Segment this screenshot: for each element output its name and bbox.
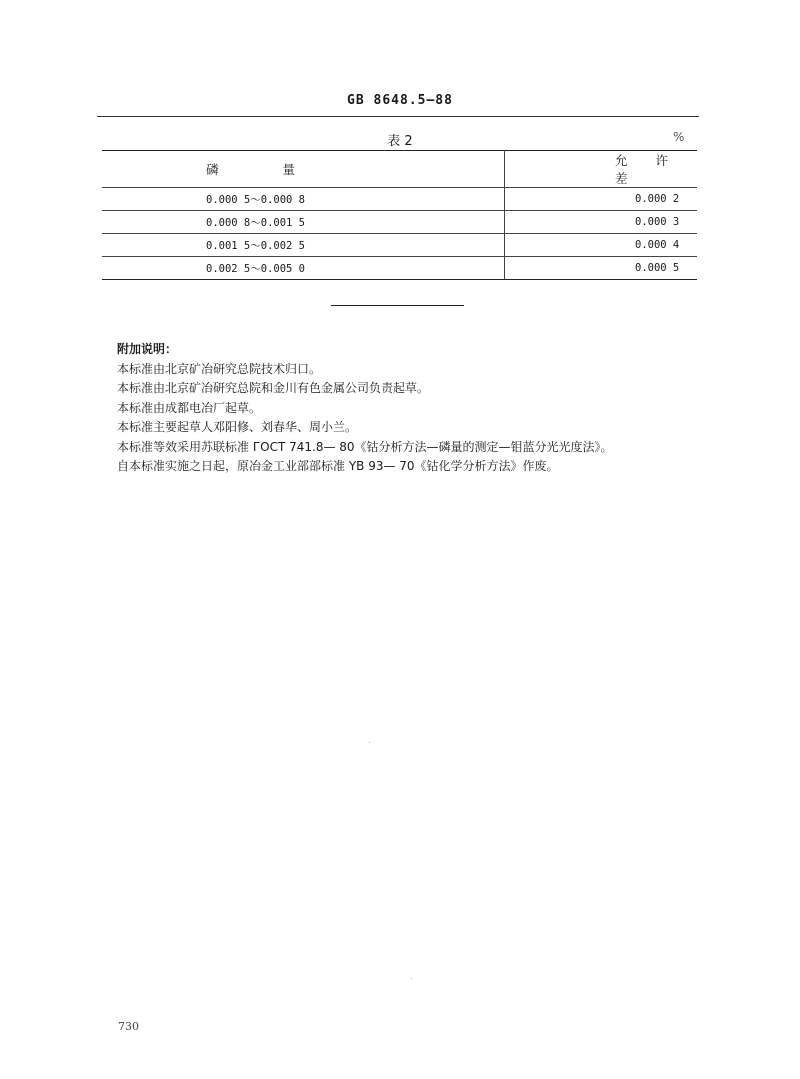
tolerance-cell: 0.000 2: [505, 188, 698, 211]
note-line: 本标准由北京矿冶研究总院技术归口。: [117, 361, 322, 376]
column-header-tolerance: 允 许 差: [505, 151, 698, 188]
phosphorus-range-cell: 0.000 5～0.000 8: [102, 188, 505, 211]
tolerance-cell: 0.000 5: [505, 257, 698, 280]
table-row: [102, 211, 697, 234]
table-row: [102, 234, 697, 257]
tolerance-cell: 0.000 4: [505, 234, 698, 257]
table-title: 表 2: [387, 134, 413, 149]
phosphorus-range-cell: 0.002 5～0.005 0: [102, 257, 505, 280]
phosphorus-range-cell: 0.000 8～0.001 5: [102, 211, 505, 234]
notes-title: 附加说明：: [117, 342, 178, 356]
table-unit: %: [673, 130, 685, 144]
additional-notes: [117, 340, 717, 477]
tolerance-cell: 0.000 3: [505, 211, 698, 234]
table-row: [102, 188, 697, 211]
table-row: [102, 257, 697, 280]
header-rule: [97, 116, 699, 117]
note-line: 本标准等效采用苏联标准 ГОСТ 741.8— 80《钴分析方法—磷量的测定—钼蓝分光光度法》。: [117, 439, 613, 454]
section-divider: [331, 305, 464, 306]
note-line: 本标准主要起草人邓阳修、刘春华、周小兰。: [117, 420, 358, 434]
scan-speck: [411, 978, 412, 979]
page-number: 730: [118, 1020, 139, 1033]
scan-speck: [369, 742, 370, 743]
standard-code: GB 8648.5—88: [347, 93, 453, 108]
column-header-phosphorus: 磷 量: [102, 151, 505, 188]
note-line: 本标准由北京矿冶研究总院和金川有色金属公司负责起草。: [117, 381, 430, 395]
table-header-row: [102, 151, 697, 188]
phosphorus-range-cell: 0.001 5～0.002 5: [102, 234, 505, 257]
tolerance-table: [102, 150, 697, 280]
note-line: 本标准由成都电冶厂起草。: [117, 400, 262, 415]
note-line: 自本标准实施之日起，原冶金工业部部标准 YB 93— 70《钴化学分析方法》作废。: [117, 459, 559, 473]
